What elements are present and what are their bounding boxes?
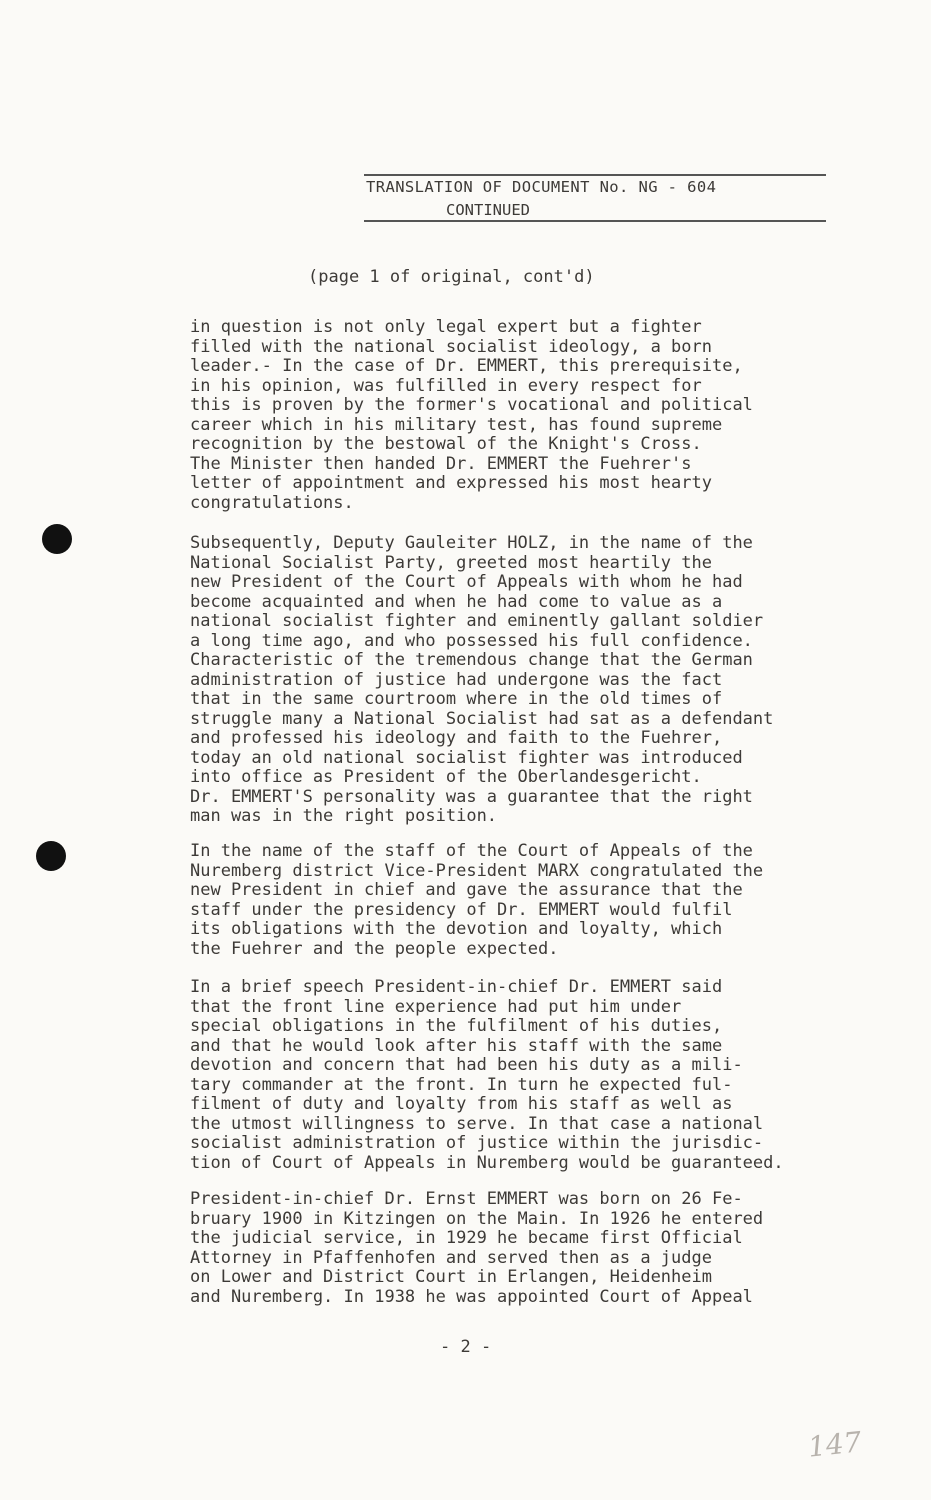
handwritten-note: 147 — [806, 1425, 864, 1464]
page-number: - 2 - — [440, 1337, 492, 1357]
header-rule-bottom — [364, 220, 826, 222]
page-reference: (page 1 of original, cont'd) — [308, 267, 595, 287]
paragraph-5: President-in-chief Dr. Ernst EMMERT was born on 26 Fe- bruary 1900 in Kitzingen on the Main. In 1926 he entered the judicial service, in 1929 he became first Official Attorney in Pfaffenhofen and served then as a judge on Lower and District Court in Erlangen, Heidenheim and Nuremberg. In 1938 he was appointed Court of Appeal — [190, 1189, 764, 1307]
document-title: TRANSLATION OF DOCUMENT No. NG - 604 — [366, 178, 717, 196]
paragraph-4: In a brief speech President-in-chief Dr. EMMERT said that the front line experience had put him under special obligations in the fulfilment of his duties, and that he would look after his staff with the same devotion and concern that had been his duty as a mili- tary commander at the front. In turn he expected ful- filment of duty and loyalty from his staff as well as the utmost willingness to serve. In that case a national socialist administration of justice within the jurisdic- tion of Court of Appeals in Nuremberg would be guaranteed. — [190, 977, 784, 1173]
document-subtitle: CONTINUED — [446, 201, 530, 219]
paragraph-1: in question is not only legal expert but a fighter filled with the national socialist ideology, a born leader.- In the case of Dr. EMMERT, this prerequisite, in his opinion, was fulfilled in every respect for this is proven by the former's vocational and political career which in his military test, has found supreme recognition by the bestowal of the Knight's Cross. The Minister then handed Dr. EMMERT the Fuehrer's letter of appointment and expressed his most hearty congratulations. — [190, 317, 753, 513]
punch-hole-bottom — [36, 841, 66, 871]
header-rule-top — [364, 174, 826, 176]
paragraph-3: In the name of the staff of the Court of Appeals of the Nuremberg district Vice-President MARX congratulated the new President in chief and gave the assurance that the staff under the presidency of Dr. EMMERT would fulfil its obligations with the devotion and loyalty, which the Fuehrer and the people expected. — [190, 841, 764, 959]
paragraph-2: Subsequently, Deputy Gauleiter HOLZ, in the name of the National Socialist Party, greeted most heartily the new President of the Court of Appeals with whom he had become acquainted and when he had come to value as a national socialist fighter and eminently gallant soldier a long time ago, and who possessed his full confidence. Characteristic of the tremendous change that the German administration of justice had undergone was the fact that in the same courtroom where in the old times of struggle many a National Socialist had sat as a defendant and professed his ideology and faith to the Fuehrer, today an old national socialist fighter was introduced into office as President of the Oberlandesgericht. Dr. EMMERT'S personality was a guarantee that the right man was in the right position. — [190, 533, 774, 826]
punch-hole-top — [42, 524, 72, 554]
